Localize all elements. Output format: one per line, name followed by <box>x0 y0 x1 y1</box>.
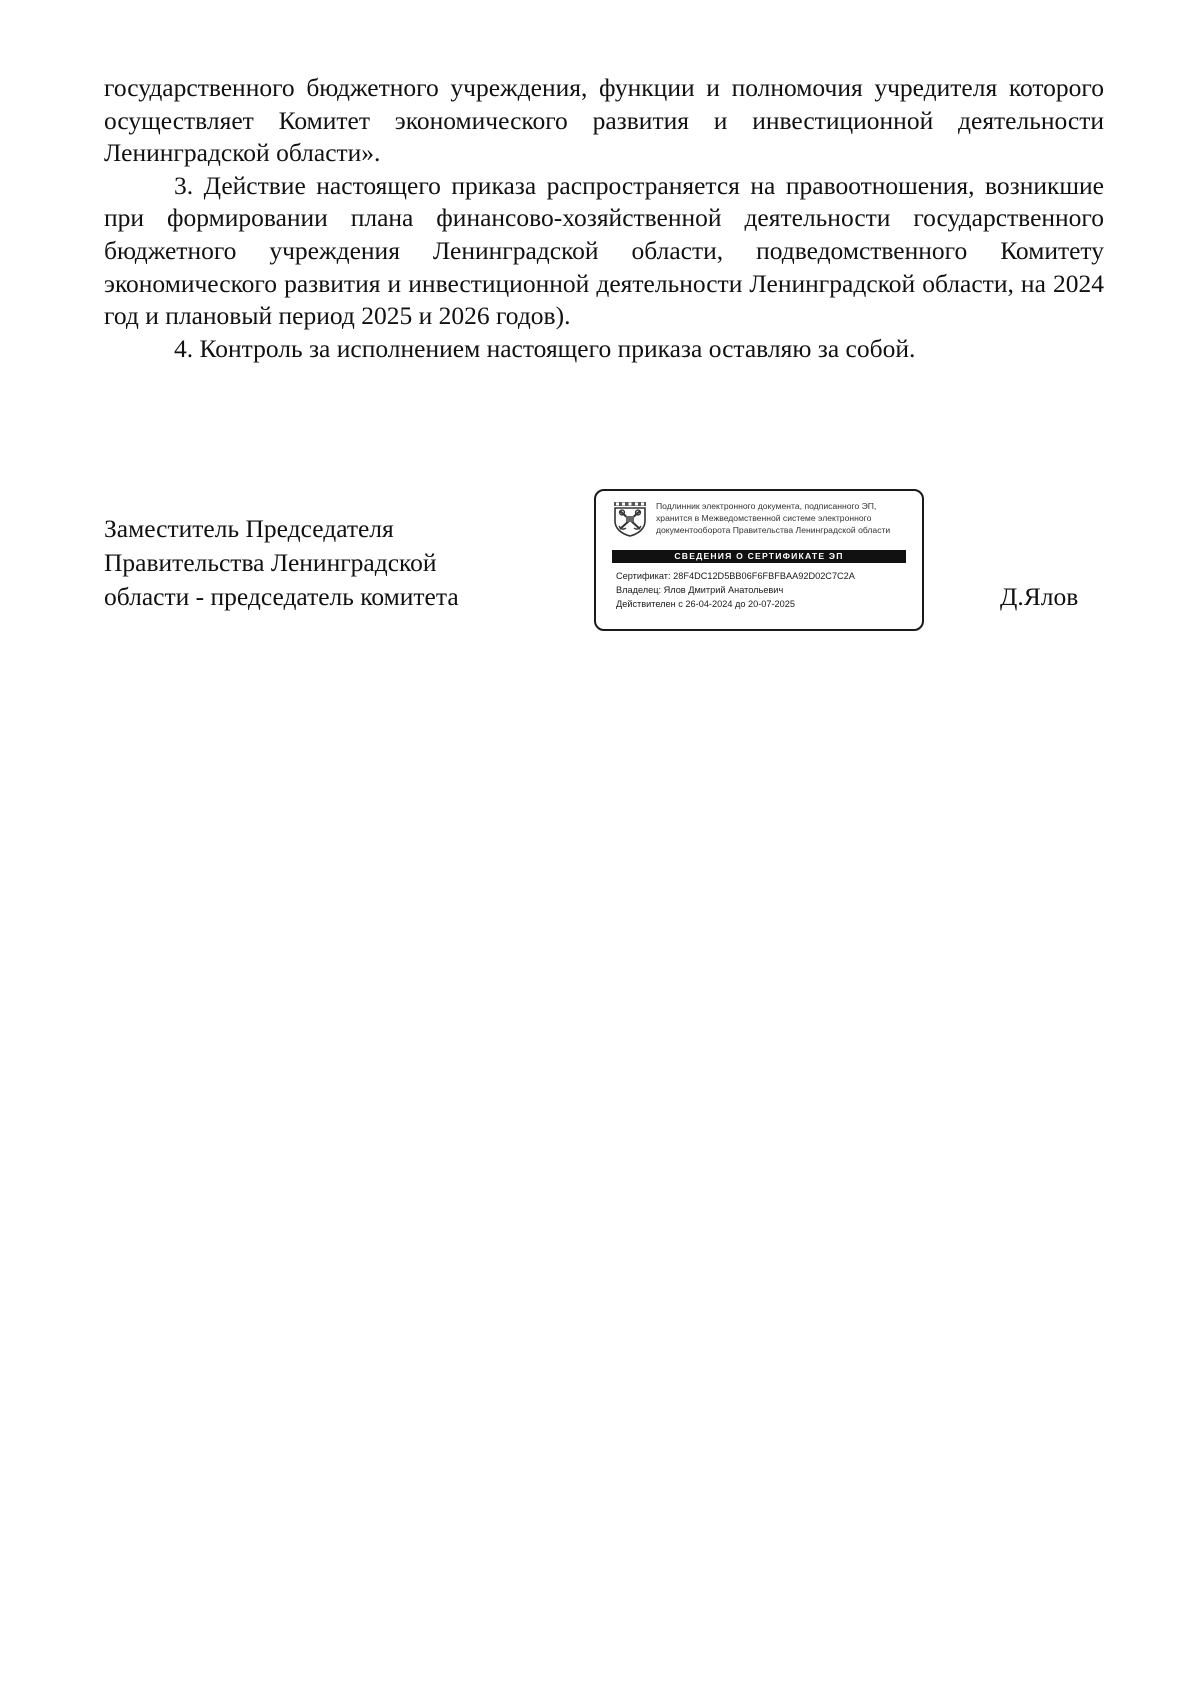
paragraph-item-4: 4. Контроль за исполнением настоящего приказа оставляю за собой. <box>174 333 916 363</box>
stamp-header-line: хранится в Межведомственной системе электронного <box>656 512 872 523</box>
stamp-header-line: Подлинник электронного документа, подписанного ЭП, <box>656 501 877 511</box>
electronic-signature-stamp <box>594 489 924 631</box>
stamp-certificate-bar: СВЕДЕНИЯ О СЕРТИФИКАТЕ ЭП <box>612 550 906 563</box>
stamp-certificate-number: Сертификат: 28F4DC12D5BB06F6FBFBAA92D02C7C2A <box>616 571 855 581</box>
signer-title-line: области - председатель комитета <box>104 582 459 611</box>
document-body <box>104 72 1104 365</box>
paragraph-item-3: 3. Действие настоящего приказа распространяется на правоотношения, возникшие при формировании плана финансово-хозяйственной деятельности государственного бюджетного учреждения Ленинградской области, подведомственного Комитету экономического развития и инвестиционной деятельности Ленинградской области, на 2024 год и плановый период 2025 и 2026 годов). <box>104 170 1104 331</box>
stamp-details <box>616 569 916 611</box>
paragraph-continuation: государственного бюджетного учреждения, функции и полномочия учредителя которого осуществляет Комитет экономического развития и инвестиционной деятельности Ленинградской области». <box>104 73 1104 168</box>
coat-of-arms-emblem-icon <box>612 501 648 537</box>
signer-name: Д.Ялов <box>1000 582 1079 611</box>
stamp-owner: Владелец: Ялов Дмитрий Анатольевич <box>616 585 784 595</box>
stamp-validity: Действителен с 26-04-2024 до 20-07-2025 <box>616 599 795 609</box>
signer-title-line: Правительства Ленинградской <box>104 548 437 577</box>
stamp-header-line: документооборота Правительства Ленинградской области <box>656 524 891 535</box>
signer-title-line: Заместитель Председателя <box>104 514 394 543</box>
signer-title <box>104 512 544 614</box>
stamp-header <box>656 501 918 536</box>
